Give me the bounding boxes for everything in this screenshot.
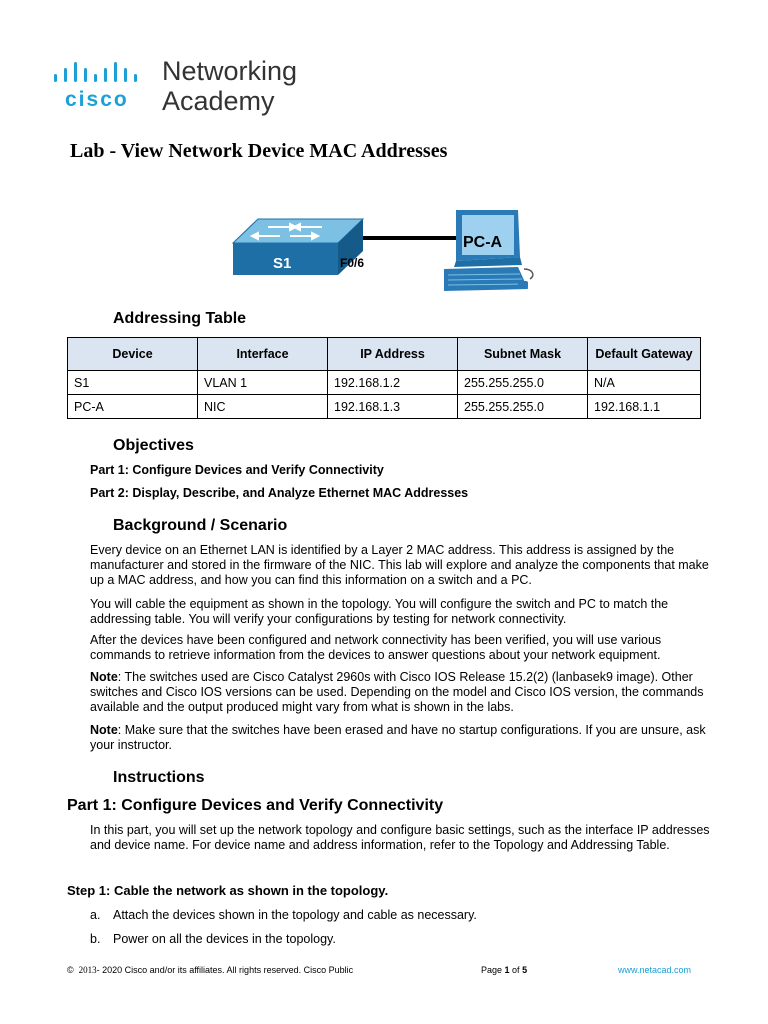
copyright-text: - 2020 Cisco and/or its affiliates. All rights reserved. Cisco Public — [96, 965, 354, 975]
table-cell: 255.255.255.0 — [458, 395, 588, 419]
table-header-row — [68, 338, 701, 371]
background-paragraph-1: Every device on an Ethernet LAN is identified by a Layer 2 MAC address. This address is assigned by the manufacturer and stored in the firmware of the NIC. This lab will explore and analyze the components that make up a MAC address, and how you can find this information on a switch and a PC. — [90, 543, 709, 587]
note-label: Note — [90, 670, 118, 684]
objective-part-1: Part 1: Configure Devices and Verify Connectivity — [90, 463, 384, 477]
step-text: Attach the devices shown in the topology and cable as necessary. — [113, 908, 477, 922]
background-heading: Background / Scenario — [113, 517, 288, 534]
column-header-device: Device — [68, 338, 198, 371]
table-cell: 192.168.1.1 — [588, 395, 701, 419]
addressing-table — [67, 337, 701, 419]
step-letter: a. — [90, 908, 101, 922]
logo-line-academy: Academy — [162, 86, 275, 116]
part-1-paragraph: In this part, you will set up the network topology and configure basic settings, such as the interface IP addresses and device name. For device name and address information, refer to the Topology and Addressing Table. — [90, 823, 710, 852]
column-header-subnet-mask: Subnet Mask — [458, 338, 588, 371]
cisco-bars-icon — [52, 62, 144, 84]
table-row — [68, 371, 701, 395]
pc-label: PC-A — [463, 234, 503, 251]
column-header-interface: Interface — [198, 338, 328, 371]
footer-website-link[interactable]: www.netacad.com — [618, 965, 692, 975]
footer-copyright — [67, 965, 353, 975]
page-of: of — [509, 965, 523, 975]
background-paragraph-3: After the devices have been configured and network connectivity has been verified, you will use various commands to retrieve information from the devices to answer questions about your network equipment. — [90, 633, 662, 662]
instructions-heading: Instructions — [113, 769, 205, 786]
table-row — [68, 395, 701, 419]
page-prefix: Page — [481, 965, 505, 975]
addressing-table-heading: Addressing Table — [113, 310, 247, 327]
objective-part-2: Part 2: Display, Describe, and Analyze Ethernet MAC Addresses — [90, 486, 469, 500]
note-paragraph-1 — [90, 670, 710, 715]
step-text: Power on all the devices in the topology. — [113, 932, 336, 946]
table-cell: VLAN 1 — [198, 371, 328, 395]
link-label: F0/6 — [340, 256, 365, 270]
background-paragraph-2: You will cable the equipment as shown in the topology. You will configure the switch and PC to match the addressing table. You will verify your configurations by testing for network connectivity. — [90, 597, 669, 626]
note-text: : The switches used are Cisco Catalyst 2960s with Cisco IOS Release 15.2(2) (lanbasek9 image). Other switches and Cisco IOS versions can be used. Depending on the model and Cisco IOS version, the commands available and the output produced might vary from what is shown in the labs. — [90, 670, 704, 714]
table-cell: 192.168.1.3 — [328, 395, 458, 419]
column-header-ip-address: IP Address — [328, 338, 458, 371]
note-label: Note — [90, 723, 118, 737]
table-cell: NIC — [198, 395, 328, 419]
part-1-heading: Part 1: Configure Devices and Verify Connectivity — [67, 797, 444, 814]
table-cell: PC-A — [68, 395, 198, 419]
step-1-heading: Step 1: Cable the network as shown in the topology. — [67, 883, 389, 898]
page-total: 5 — [522, 965, 528, 975]
copyright-year: 2013 — [78, 965, 97, 975]
objectives-heading: Objectives — [113, 437, 194, 454]
table-cell: S1 — [68, 371, 198, 395]
network-topology-diagram — [228, 205, 538, 300]
copyright-symbol: © — [67, 965, 74, 975]
step-item-b — [90, 932, 336, 946]
cisco-wordmark: cisco — [65, 88, 129, 111]
footer-page-number — [481, 965, 527, 975]
document-title: Lab - View Network Device MAC Addresses — [70, 140, 448, 162]
note-paragraph-2 — [90, 723, 710, 753]
cisco-networking-academy-logo — [52, 56, 312, 120]
step-letter: b. — [90, 932, 101, 946]
page-current: 1 — [504, 965, 510, 975]
switch-label: S1 — [273, 255, 292, 272]
step-item-a — [90, 908, 477, 922]
table-cell: 192.168.1.2 — [328, 371, 458, 395]
note-text: : Make sure that the switches have been erased and have no startup configurations. If you are unsure, ask your instructor. — [90, 723, 706, 752]
table-cell: N/A — [588, 371, 701, 395]
column-header-default-gateway: Default Gateway — [588, 338, 701, 371]
table-cell: 255.255.255.0 — [458, 371, 588, 395]
logo-line-networking: Networking — [162, 56, 298, 86]
